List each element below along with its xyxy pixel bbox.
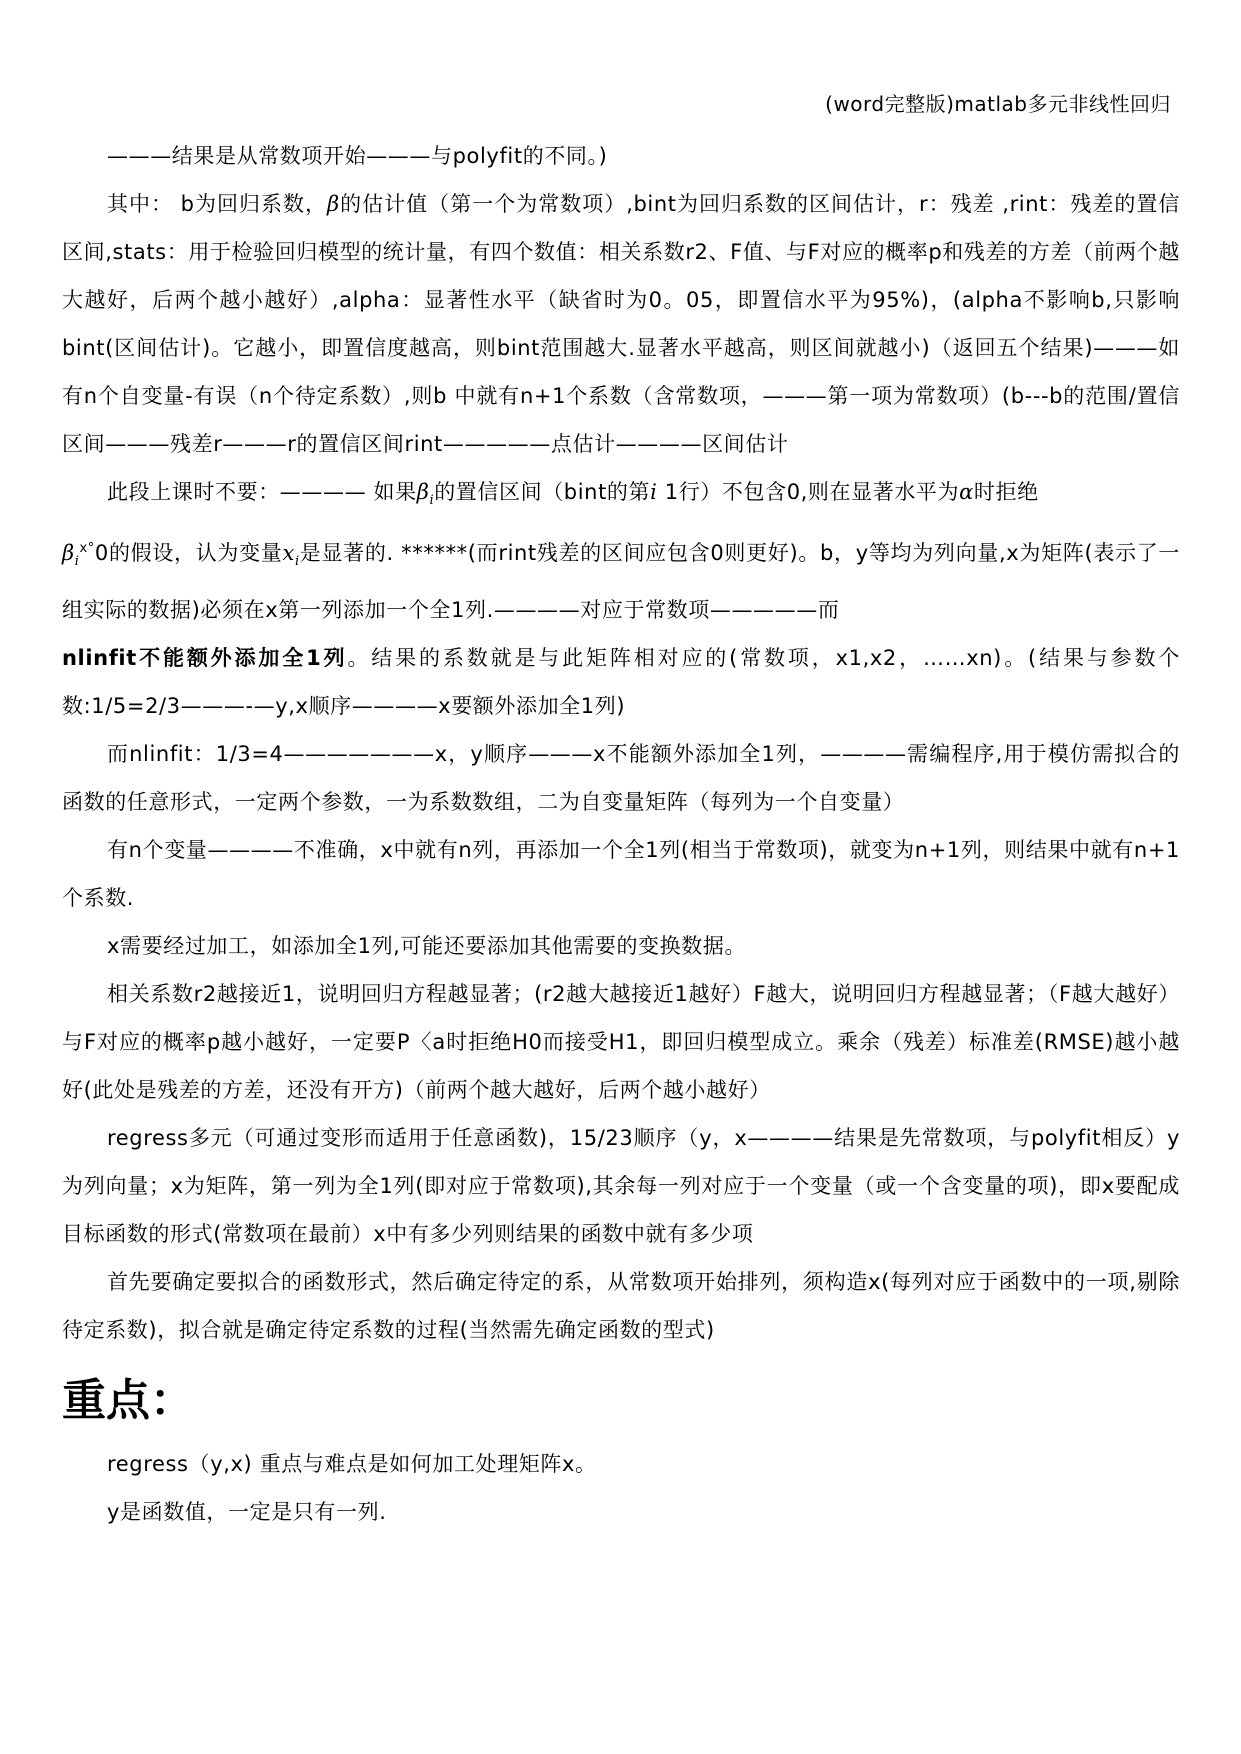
paragraph-nlinfit: 而nlinfit：1/3=4———————x，y顺序———x不能额外添加全1列，————需编程序,用于模仿需拟合的函数的任意形式，一定两个参数，一为系数数组，二为自变量矩阵（每列为一个自变量） xyxy=(62,742,1180,815)
index-i: i xyxy=(650,480,658,504)
text-segment: 其中： b为回归系数， xyxy=(107,192,328,216)
section-heading: 重点： xyxy=(62,1375,194,1427)
paragraph-significance xyxy=(62,468,1180,730)
document-body xyxy=(62,132,1180,1536)
subscript-i: i xyxy=(429,493,435,509)
paragraph-x-processing: x需要经过加工，如添加全1列,可能还要添加其他需要的变换数据。 xyxy=(107,934,747,959)
text-segment: 的置信区间（bint的第 xyxy=(434,480,651,504)
text-segment: 时拒绝 xyxy=(973,480,1039,504)
text-segment: 0的假设，认为变量 xyxy=(94,541,283,566)
beta-symbol: β xyxy=(416,480,430,504)
text-segment: 1行）不包含0,则在显著水平为 xyxy=(657,480,960,504)
text-segment: 是显著的. ******(而rint残差的区间应包含0则更好)。b，y等均为列向量,x为矩阵(表示了一组实际的数据)必须在x第一列添加一个全1列.————对应于常数项—————而 xyxy=(62,541,1180,623)
variable-x: x xyxy=(282,541,295,566)
subscript-i: i xyxy=(294,554,300,570)
paragraph-key-point-1: regress（y,x) 重点与难点是如何加工处理矩阵x。 xyxy=(107,1452,597,1477)
text-segment: 的估计值（第一个为常数项）,bint为回归系数的区间估计，r：残差 ,rint：残差的置信区间,stats：用于检验回归模型的统计量，有四个数值：相关系数r2、F值、与F对应的概率p和残差的方差（前两个越大越好，后两个越小越好）,alpha：显著性水平（缺省时为0。05，即置信水平为95%)，(alpha不影响b,只影响bint(区间估计)。它越小，即置信度越高，则bint范围越大.显著水平越高，则区间就越小)（返回五个结果)———如有n个自变量-有误（n个待定系数）,则b 中就有n+1个系数（含常数项，———第一项为常数项）(b---b的范围/置信区间———残差r———r的置信区间rint—————点估计————区间估计 xyxy=(62,192,1180,456)
paragraph-statistics: 相关系数r2越接近1，说明回归方程越显著；(r2越大越接近1越好）F越大，说明回归方程越显著；（F越大越好）与F对应的概率p越小越好，一定要P〈a时拒绝H0而接受H1，即回归模型成立。乘余（残差）标准差(RMSE)越小越好(此处是残差的方差，还没有开方)（前两个越大越好，后两个越小越好） xyxy=(62,982,1180,1103)
beta-symbol: β xyxy=(327,192,340,216)
text-segment: 。结果的系数就是与此矩阵相对应的(常数项，x1,x2，……xn)。(结果与参数个数:1/5=2/3———-—y,x顺序————x要额外添加全1列) xyxy=(62,646,1180,719)
alpha-symbol: α xyxy=(959,480,974,504)
bold-emphasis: nlinfit不能额外添加全1列 xyxy=(62,646,348,671)
paragraph-fitting-form: 首先要确定要拟合的函数形式，然后确定待定的系，从常数项开始排列，须构造x(每列对应于函数中的一项,剔除待定系数)，拟合就是确定待定系数的过程(当然需先确定函数的型式) xyxy=(62,1270,1180,1343)
paragraph-regress-usage: regress多元（可通过变形而适用于任意函数)，15/23顺序（y，x————结果是先常数项，与polyfit相反）y为列向量；x为矩阵，第一列为全1列(即对应于常数项),其余每一列对应于一个变量（或一个含变量的项)，即x要配成目标函数的形式(常数项在最前）x中有多少列则结果的函数中就有多少项 xyxy=(62,1126,1180,1247)
paragraph-result-order: ———结果是从常数项开始———与polyfit的不同。) xyxy=(107,144,608,168)
document-header: (word完整版)matlab多元非线性回归 xyxy=(825,92,1171,116)
subscript-i: i xyxy=(74,554,80,570)
superscript-mark: x° xyxy=(79,541,95,557)
paragraph-key-point-2: y是函数值，一定是只有一列. xyxy=(107,1500,387,1525)
beta-symbol: β xyxy=(62,541,75,566)
paragraph-regress-outputs xyxy=(62,180,1180,468)
paragraph-variables: 有n个变量————不准确，x中就有n列，再添加一个全1列(相当于常数项)，就变为n+1列，则结果中就有n+1个系数. xyxy=(62,838,1180,911)
text-segment: 此段上课时不要：———— 如果 xyxy=(107,480,417,504)
